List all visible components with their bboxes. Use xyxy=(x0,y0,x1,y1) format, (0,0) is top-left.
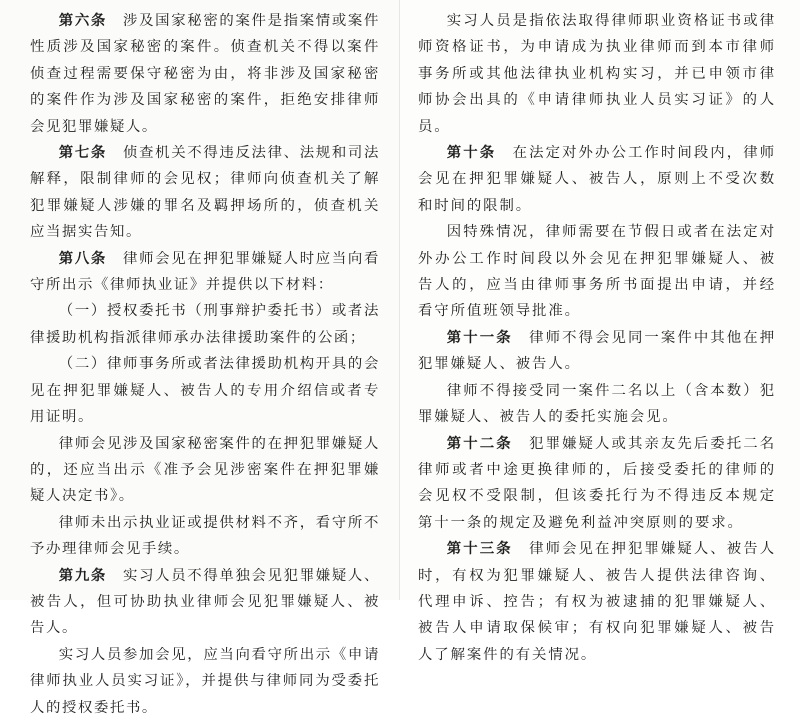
paragraph-text: 律师不得接受同一案件二名以上（含本数）犯罪嫌疑人、被告人的委托实施会见。 xyxy=(418,382,776,426)
article-label: 第十一条 xyxy=(446,328,513,346)
article-label: 第七条 xyxy=(58,144,107,162)
article-8-item-1 xyxy=(30,298,380,351)
paragraph-text: 律师未出示执业证或提供材料不齐，看守所不予办理律师会见手续。 xyxy=(30,514,380,558)
article-text: 侦查机关不得违反法律、法规和司法解释，限制律师的会见权；律师向侦查机关了解犯罪嫌疑人涉嫌的罪名及羁押场所的，侦查机关应当据实告知。 xyxy=(30,145,380,241)
article-10-paragraph-special xyxy=(418,219,776,325)
article-6-paragraph xyxy=(30,8,380,140)
right-page-text xyxy=(418,8,776,668)
article-8-paragraph xyxy=(30,246,380,299)
article-11-paragraph xyxy=(418,325,776,378)
left-page xyxy=(0,0,400,716)
article-text: 犯罪嫌疑人或其亲友先后委托二名律师或者中途更换律师的，后接受委托的律师的会见权不受限制，但该委托行为不得违反本规定第十一条的规定及避免利益冲突原则的要求。 xyxy=(418,435,776,531)
article-label: 第十二条 xyxy=(446,434,513,452)
paragraph-text: 实习人员是指依法取得律师职业资格证书或律师资格证书，为申请成为执业律师而到本市律师事务所或其他法律执业机构实习，并已申领市律师协会出具的《申请律师执业人员实习证》的人员。 xyxy=(418,13,776,135)
article-text: 律师不得会见同一案件中其他在押犯罪嫌疑人、被告人。 xyxy=(418,329,776,373)
article-text: 律师会见在押犯罪嫌疑人时应当向看守所出示《律师执业证》并提供以下材料： xyxy=(30,250,380,294)
intern-definition-paragraph xyxy=(418,8,776,140)
article-label: 第十条 xyxy=(446,144,497,162)
article-8-paragraph-classified xyxy=(30,431,380,510)
right-page xyxy=(400,0,800,663)
article-9-paragraph xyxy=(30,563,380,642)
article-8-paragraph-missing-docs xyxy=(30,510,380,563)
paragraph-text: （二）律师事务所或者法律援助机构开具的会见在押犯罪嫌疑人、被告人的专用介绍信或者专用证明。 xyxy=(30,356,380,426)
article-10-paragraph xyxy=(418,140,776,219)
paragraph-text: （一）授权委托书（刑事辩护委托书）或者法律援助机构指派律师承办法律援助案件的公函； xyxy=(30,303,380,346)
article-text: 涉及国家秘密的案件是指案情或案件性质涉及国家秘密的案件。侦查机关不得以案件侦查过程需要保守秘密为由，将非涉及国家秘密的案件作为涉及国家秘密的案件，拒绝安排律师会见犯罪嫌疑人。 xyxy=(30,13,380,135)
paragraph-text: 律师会见涉及国家秘密案件的在押犯罪嫌疑人的，还应当出示《准予会见涉密案件在押犯罪嫌疑人决定书》。 xyxy=(30,435,380,505)
article-label: 第九条 xyxy=(58,566,107,584)
paragraph-text: 实习人员参加会见，应当向看守所出示《申请律师执业人员实习证》，并提供与律师同为受委托人的授权委托书。 xyxy=(30,646,380,716)
article-label: 第六条 xyxy=(58,12,107,29)
article-9-paragraph-intern xyxy=(30,642,380,721)
article-label: 第十三条 xyxy=(446,540,513,558)
article-text: 实习人员不得单独会见犯罪嫌疑人、被告人，但可协助执业律师会见犯罪嫌疑人、被告人。 xyxy=(30,567,380,637)
article-text: 律师会见在押犯罪嫌疑人、被告人时，有权为犯罪嫌疑人、被告人提供法律咨询、代理申诉、控告；有权为被逮捕的犯罪嫌疑人、被告人申请取保候审；有权向犯罪嫌疑人、被告人了解案件的有关情况。 xyxy=(418,541,776,663)
left-page-text xyxy=(30,8,380,721)
article-label: 第八条 xyxy=(58,249,107,267)
article-13-paragraph xyxy=(418,536,776,668)
article-12-paragraph xyxy=(418,431,776,537)
article-7-paragraph xyxy=(30,140,380,246)
article-8-item-2 xyxy=(30,351,380,430)
article-text: 在法定对外办公工作时间段内，律师会见在押犯罪嫌疑人、被告人，原则上不受次数和时间的限制。 xyxy=(418,145,776,214)
paragraph-text: 因特殊情况，律师需要在节假日或者在法定对外办公工作时间段以外会见在押犯罪嫌疑人、被告人的，应当由律师事务所书面提出申请，并经看守所值班领导批准。 xyxy=(418,224,776,320)
article-11-paragraph-multiple xyxy=(418,378,776,431)
